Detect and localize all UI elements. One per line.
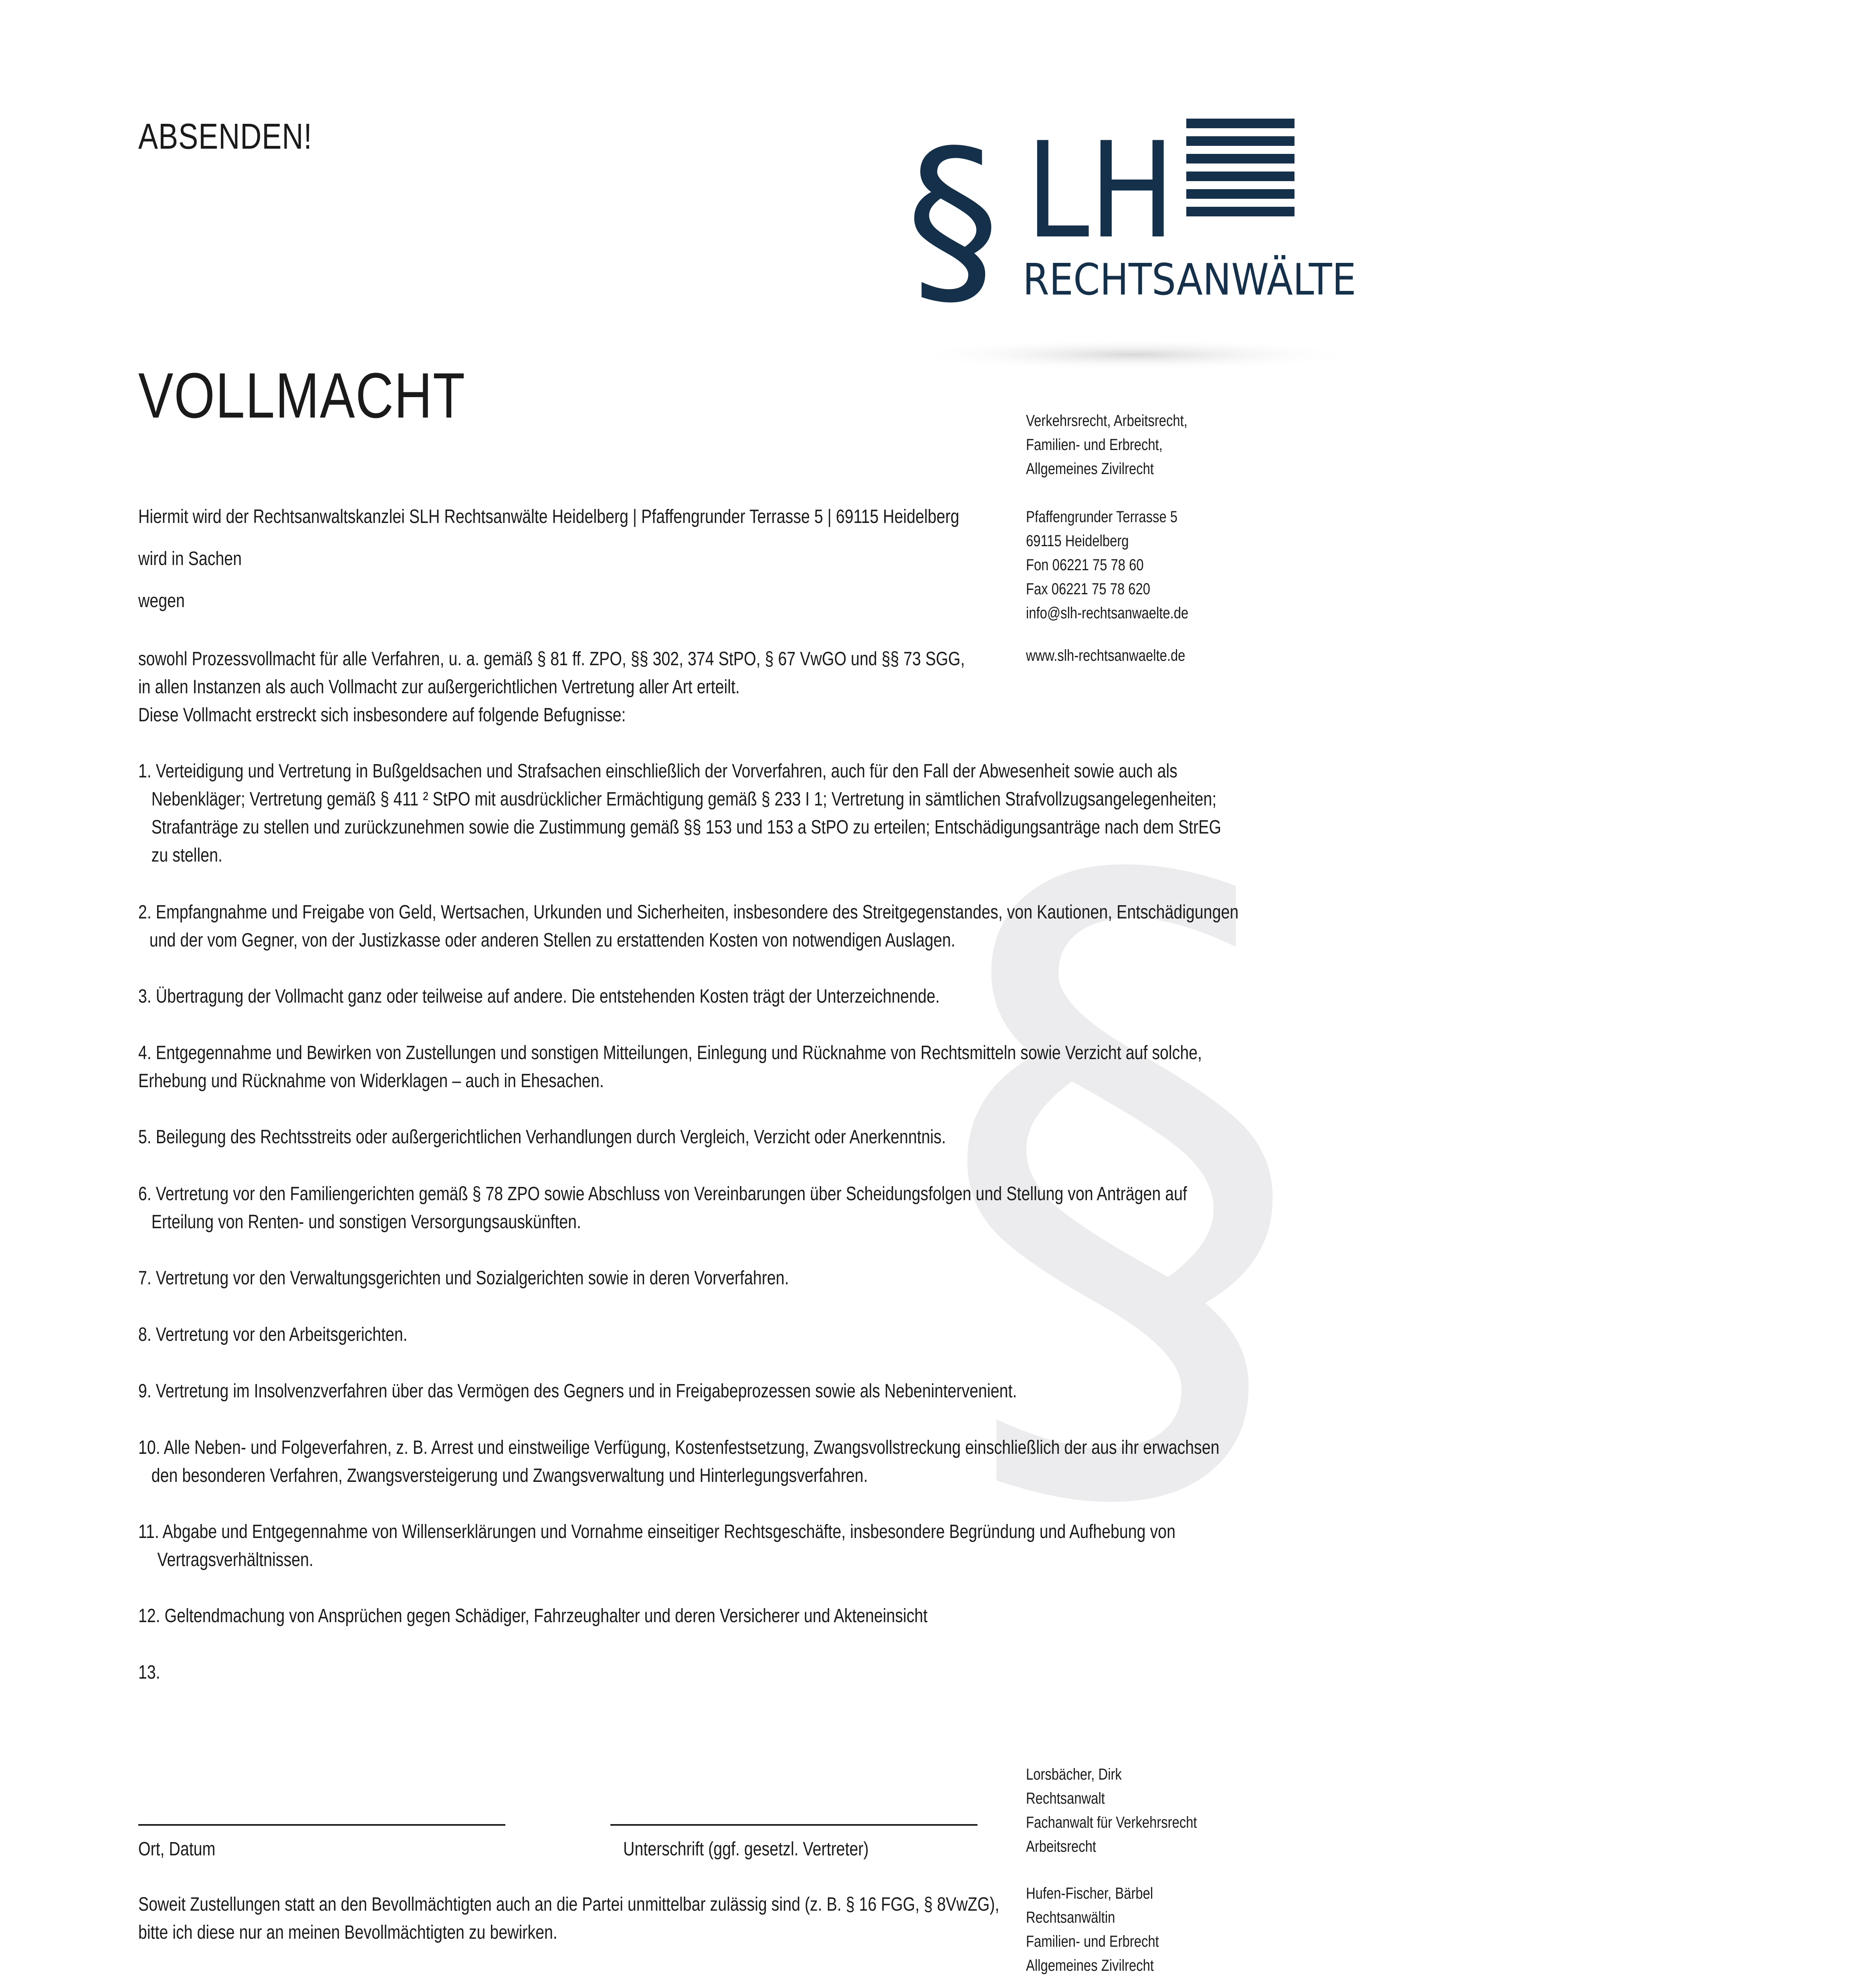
page-title: VOLLMACHT xyxy=(138,359,466,431)
logo-mark xyxy=(906,110,1356,329)
list-item: 11. Abgabe und Entgegennahme von Willenserklärungen und Vornahme einseitiger Rechtsgeschäfte, insbesondere Begründung und Aufhebung von Vertragsverhältnissen. xyxy=(138,1521,1175,1570)
lawyer-specialty: Allgemeines Zivilrecht xyxy=(1026,1957,1154,1974)
list-item: 9. Vertretung im Insolvenzverfahren über das Vermögen des Gegners und in Freigabeprozessen sowie als Nebenintervenient. xyxy=(138,1380,1017,1402)
intro-matter: wird in Sachen xyxy=(138,548,242,569)
list-item: 4. Entgegennahme und Bewirken von Zustellungen und sonstigen Mitteilungen, Einlegung und Rücknahme von Rechtsmitteln sowie Verzicht auf solche, Erhebung und Rücknahme von Widerklagen – auch in Ehesachen. xyxy=(138,1042,1202,1092)
email-link[interactable]: info@slh-rechtsanwaelte.de xyxy=(1026,604,1189,622)
list-item: 8. Vertretung vor den Arbeitsgerichten. xyxy=(138,1324,408,1345)
list-item: 6. Vertretung vor den Familiengerichten gemäß § 78 ZPO sowie Abschluss von Vereinbarungen über Scheidungsfolgen und Stellung von Anträgen auf Erteilung von Renten- und sonstigen Versorgungsauskünften. xyxy=(138,1183,1187,1233)
address-street: Pfaffengrunder Terrasse 5 xyxy=(1026,508,1178,526)
slh-logo xyxy=(906,108,1356,329)
lawyer-title: Rechtsanwalt xyxy=(1026,1790,1105,1807)
list-item: 1. Verteidigung und Vertretung in Bußgeldsachen und Strafsachen einschließlich der Vorverfahren, auch für den Fall der Abwesenheit sowie auch als Nebenkläger; Vertretung gemäß § 411 ² StPO mit ausdrücklicher Ermächtigung gemäß § 233 I 1; Vertretung in sämtlichen Strafvollzugsangelegenheiten; Strafanträge zu stellen und zurückzunehmen sowie die Zustimmung gemäß §§ 153 und 153 a StPO zu erteilen; Entschädigungsanträge nach dem StrEG zu stellen. xyxy=(138,761,1222,866)
lawyer-specialty: Fachanwalt für Verkehrsrecht xyxy=(1026,1814,1197,1831)
list-item: 7. Vertretung vor den Verwaltungsgerichten und Sozialgerichten sowie in deren Vorverfahren. xyxy=(138,1267,789,1289)
intro-line: Hiermit wird der Rechtsanwaltskanzlei SLH Rechtsanwälte Heidelberg | Pfaffengrunder Terrasse 5 | 69115 Heidelberg xyxy=(138,506,959,527)
signature-label: Unterschrift (ggf. gesetzl. Vertreter) xyxy=(623,1839,869,1860)
place-date-label: Ort, Datum xyxy=(138,1839,216,1860)
address-city: 69115 Heidelberg xyxy=(1026,532,1129,550)
signature-line[interactable] xyxy=(610,1824,977,1826)
scope-line: in allen Instanzen als auch Vollmacht zur außergerichtlichen Vertretung aller Art erteilt. xyxy=(138,676,740,698)
practice-area: Familien- und Erbrecht, xyxy=(1026,436,1163,454)
footer-note: Soweit Zustellungen statt an den Bevollmächtigten auch an die Partei unmittelbar zulässig sind (z. B. § 16 FGG, § 8VwZG), bitte ich diese nur an meinen Bevollmächtigten zu bewirken. xyxy=(138,1894,1000,1943)
logo-initials: LH xyxy=(1026,113,1175,268)
paragraph-watermark: § xyxy=(934,723,1307,1609)
scope-line: sowohl Prozessvollmacht für alle Verfahren, u. a. gemäß § 81 ff. ZPO, §§ 302, 374 StPO, § 67 VwGO und §§ 73 SGG, xyxy=(138,648,965,670)
list-item: 13. xyxy=(138,1662,160,1683)
lawyer-specialty: Arbeitsrecht xyxy=(1026,1838,1097,1855)
practice-areas xyxy=(1026,409,1187,481)
intro-reason: wegen xyxy=(138,590,185,612)
logo-paragraph-glyph: § xyxy=(906,110,1000,329)
place-date-line[interactable] xyxy=(138,1824,505,1826)
scope-paragraph xyxy=(138,645,1387,729)
list-item: 12. Geltendmachung von Ansprüchen gegen Schädiger, Fahrzeughalter und deren Versicherer und Akteneinsicht xyxy=(138,1605,928,1627)
website-link[interactable]: www.slh-rechtsanwaelte.de xyxy=(1026,647,1185,664)
practice-area: Verkehrsrecht, Arbeitsrecht, xyxy=(1026,412,1187,430)
list-item: 3. Übertragung der Vollmacht ganz oder teilweise auf andere. Die entstehenden Kosten trägt der Unterzeichnende. xyxy=(138,986,940,1007)
list-item: 10. Alle Neben- und Folgeverfahren, z. B. Arrest und einstweilige Verfügung, Kostenfestsetzung, Zwangsvollstreckung einschließlich der aus ihr erwachsen den besonderen Verfahren, Zwangsversteigerung und Zwangsverwaltung und Hinterlegungsverfahren. xyxy=(138,1437,1220,1486)
list-item: 5. Beilegung des Rechtsstreits oder außergerichtlichen Verhandlungen durch Vergleich, Verzicht oder Anerkenntnis. xyxy=(138,1126,946,1148)
list-item: 2. Empfangnahme und Freigabe von Geld, Wertsachen, Urkunden und Sicherheiten, insbesondere des Streitgegenstandes, von Kautionen, Entschädigungen und der vom Gegner, von der Justizkasse oder anderen Stellen zu erstattenden Kosten von notwendigen Auslagen. xyxy=(138,902,1239,951)
lawyer-name: Hufen-Fischer, Bärbel xyxy=(1026,1885,1153,1902)
phone: Fon 06221 75 78 60 xyxy=(1026,556,1144,574)
lawyer-specialty: Familien- und Erbrecht xyxy=(1026,1933,1159,1950)
logo-subtitle: RECHTSANWÄLTE xyxy=(1023,254,1356,305)
send-label[interactable]: ABSENDEN! xyxy=(138,117,312,157)
lawyer-name: Lorsbächer, Dirk xyxy=(1026,1766,1122,1783)
scope-line: Diese Vollmacht erstreckt sich insbesondere auf folgende Befugnisse: xyxy=(138,704,626,726)
fax: Fax 06221 75 78 620 xyxy=(1026,580,1151,598)
lawyer-title: Rechtsanwältin xyxy=(1026,1909,1115,1926)
practice-area: Allgemeines Zivilrecht xyxy=(1026,460,1154,478)
